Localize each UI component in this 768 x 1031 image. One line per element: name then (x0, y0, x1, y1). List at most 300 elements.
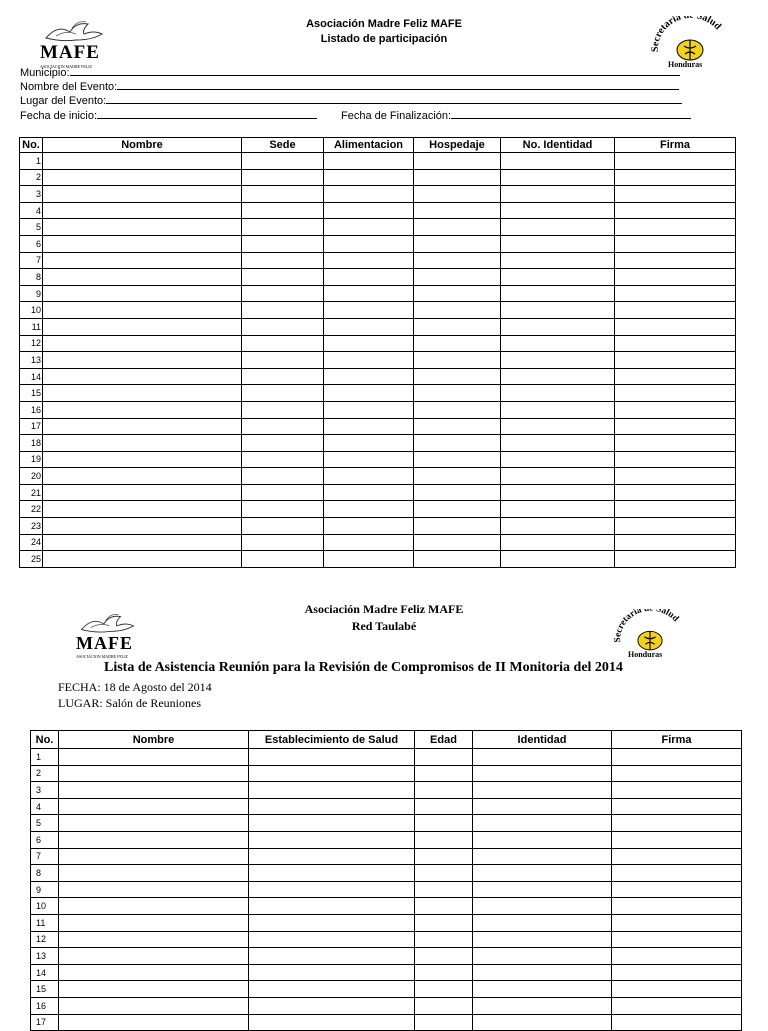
entry-cell[interactable] (414, 235, 501, 252)
entry-cell[interactable] (615, 501, 736, 518)
entry-cell[interactable] (473, 798, 612, 815)
entry-cell[interactable] (59, 964, 249, 981)
entry-cell[interactable] (501, 551, 615, 568)
entry-cell[interactable] (249, 964, 415, 981)
entry-cell[interactable] (415, 1014, 473, 1031)
entry-cell[interactable] (473, 914, 612, 931)
row-number: 12 (31, 931, 59, 948)
entry-cell[interactable] (59, 981, 249, 998)
entry-cell[interactable] (415, 914, 473, 931)
entry-cell[interactable] (414, 186, 501, 203)
entry-cell[interactable] (59, 1014, 249, 1031)
entry-cell[interactable] (473, 831, 612, 848)
entry-cell[interactable] (43, 501, 242, 518)
entry-cell[interactable] (249, 865, 415, 882)
entry-cell[interactable] (242, 252, 324, 269)
col-header-firma: Firma (615, 138, 736, 153)
entry-cell[interactable] (415, 815, 473, 832)
entry-cell[interactable] (324, 484, 414, 501)
nombre-evento-field[interactable] (20, 79, 679, 94)
entry-cell[interactable] (43, 202, 242, 219)
entry-cell[interactable] (615, 551, 736, 568)
entry-cell[interactable] (43, 551, 242, 568)
entry-cell[interactable] (249, 898, 415, 915)
entry-cell[interactable] (415, 981, 473, 998)
entry-cell[interactable] (59, 931, 249, 948)
row-number: 3 (20, 186, 43, 203)
entry-cell[interactable] (501, 534, 615, 551)
entry-cell[interactable] (612, 881, 742, 898)
entry-cell[interactable] (59, 948, 249, 965)
entry-cell[interactable] (612, 815, 742, 832)
entry-cell[interactable] (414, 401, 501, 418)
entry-cell[interactable] (43, 518, 242, 535)
entry-cell[interactable] (324, 468, 414, 485)
entry-cell[interactable] (43, 352, 242, 369)
table-row (20, 451, 736, 468)
entry-cell[interactable] (612, 964, 742, 981)
entry-cell[interactable] (324, 186, 414, 203)
entry-cell[interactable] (43, 435, 242, 452)
table-header-row (20, 138, 736, 153)
entry-cell[interactable] (415, 765, 473, 782)
entry-cell[interactable] (242, 451, 324, 468)
entry-cell[interactable] (43, 401, 242, 418)
entry-cell[interactable] (501, 186, 615, 203)
entry-cell[interactable] (415, 997, 473, 1014)
entry-cell[interactable] (43, 484, 242, 501)
entry-cell[interactable] (43, 252, 242, 269)
entry-cell[interactable] (242, 385, 324, 402)
entry-cell[interactable] (415, 881, 473, 898)
entry-cell[interactable] (501, 484, 615, 501)
entry-cell[interactable] (501, 252, 615, 269)
entry-cell[interactable] (43, 451, 242, 468)
entry-cell[interactable] (324, 169, 414, 186)
entry-cell[interactable] (612, 981, 742, 998)
row-number: 25 (20, 551, 43, 568)
entry-cell[interactable] (324, 252, 414, 269)
entry-cell[interactable] (501, 518, 615, 535)
row-number: 20 (20, 468, 43, 485)
entry-cell[interactable] (249, 749, 415, 766)
secretaria-salud-logo (648, 16, 732, 72)
entry-cell[interactable] (242, 484, 324, 501)
entry-cell[interactable] (43, 385, 242, 402)
entry-cell[interactable] (59, 881, 249, 898)
entry-cell[interactable] (324, 435, 414, 452)
entry-cell[interactable] (324, 153, 414, 170)
table-row (20, 269, 736, 286)
entry-cell[interactable] (615, 468, 736, 485)
entry-cell[interactable] (59, 831, 249, 848)
col-header-no: No. (31, 731, 59, 749)
entry-cell[interactable] (249, 765, 415, 782)
entry-cell[interactable] (501, 451, 615, 468)
entry-cell[interactable] (415, 848, 473, 865)
table-row (20, 352, 736, 369)
entry-cell[interactable] (612, 1014, 742, 1031)
entry-cell[interactable] (615, 269, 736, 286)
entry-cell[interactable] (415, 749, 473, 766)
table-row (20, 401, 736, 418)
entry-cell[interactable] (501, 202, 615, 219)
svg-text:Secretaria de Salud: Secretaria d Salud (613, 609, 681, 643)
entry-cell[interactable] (324, 401, 414, 418)
row-number: 7 (20, 252, 43, 269)
col-header-identidad: No. Identidad (501, 138, 615, 153)
entry-cell[interactable] (501, 318, 615, 335)
entry-cell[interactable] (615, 368, 736, 385)
row-number: 23 (20, 518, 43, 535)
entry-cell[interactable] (612, 865, 742, 882)
entry-cell[interactable] (501, 435, 615, 452)
entry-cell[interactable] (615, 534, 736, 551)
entry-cell[interactable] (43, 318, 242, 335)
entry-cell[interactable] (242, 368, 324, 385)
entry-cell[interactable] (415, 865, 473, 882)
entry-cell[interactable] (615, 318, 736, 335)
entry-cell[interactable] (324, 202, 414, 219)
entry-cell[interactable] (473, 997, 612, 1014)
entry-cell[interactable] (501, 401, 615, 418)
entry-cell[interactable] (414, 484, 501, 501)
entry-cell[interactable] (501, 352, 615, 369)
table-row (31, 997, 742, 1014)
entry-cell[interactable] (242, 435, 324, 452)
row-number: 8 (20, 269, 43, 286)
table-row (31, 848, 742, 865)
entry-cell[interactable] (59, 997, 249, 1014)
entry-cell[interactable] (242, 285, 324, 302)
entry-cell[interactable] (473, 765, 612, 782)
entry-cell[interactable] (612, 798, 742, 815)
table-row (20, 285, 736, 302)
entry-cell[interactable] (501, 468, 615, 485)
entry-cell[interactable] (415, 964, 473, 981)
entry-cell[interactable] (59, 798, 249, 815)
entry-cell[interactable] (249, 997, 415, 1014)
row-number: 22 (20, 501, 43, 518)
table-row (31, 782, 742, 799)
entry-cell[interactable] (414, 451, 501, 468)
entry-cell[interactable] (414, 335, 501, 352)
entry-cell[interactable] (473, 948, 612, 965)
entry-cell[interactable] (242, 335, 324, 352)
entry-cell[interactable] (615, 418, 736, 435)
entry-cell[interactable] (414, 169, 501, 186)
entry-cell[interactable] (501, 368, 615, 385)
entry-cell[interactable] (473, 782, 612, 799)
entry-cell[interactable] (324, 302, 414, 319)
entry-cell[interactable] (324, 501, 414, 518)
entry-cell[interactable] (249, 948, 415, 965)
entry-cell[interactable] (615, 302, 736, 319)
fecha-fin-field[interactable] (341, 108, 691, 123)
entry-cell[interactable] (242, 501, 324, 518)
entry-cell[interactable] (414, 534, 501, 551)
col-header-nombre: Nombre (59, 731, 249, 749)
entry-cell[interactable] (324, 335, 414, 352)
mafe-logo-text-2: MAFE (76, 633, 133, 653)
entry-cell[interactable] (324, 352, 414, 369)
entry-cell[interactable] (249, 848, 415, 865)
entry-cell[interactable] (324, 418, 414, 435)
entry-cell[interactable] (249, 815, 415, 832)
entry-cell[interactable] (473, 848, 612, 865)
entry-cell[interactable] (242, 551, 324, 568)
entry-cell[interactable] (242, 318, 324, 335)
fecha-inicio-label: Fecha de inicio: (20, 110, 98, 122)
entry-cell[interactable] (249, 931, 415, 948)
entry-cell[interactable] (473, 981, 612, 998)
entry-cell[interactable] (242, 401, 324, 418)
table-row (20, 235, 736, 252)
entry-cell[interactable] (242, 518, 324, 535)
entry-cell[interactable] (473, 815, 612, 832)
entry-cell[interactable] (414, 269, 501, 286)
entry-cell[interactable] (43, 468, 242, 485)
col-header-identidad: Identidad (473, 731, 612, 749)
entry-cell[interactable] (249, 881, 415, 898)
entry-cell[interactable] (43, 418, 242, 435)
row-number: 2 (31, 765, 59, 782)
entry-cell[interactable] (324, 368, 414, 385)
entry-cell[interactable] (473, 931, 612, 948)
row-number: 11 (20, 318, 43, 335)
entry-cell[interactable] (43, 169, 242, 186)
entry-cell[interactable] (414, 518, 501, 535)
col-header-sede: Sede (242, 138, 324, 153)
entry-cell[interactable] (501, 285, 615, 302)
entry-cell[interactable] (43, 153, 242, 170)
entry-cell[interactable] (242, 534, 324, 551)
entry-cell[interactable] (43, 285, 242, 302)
entry-cell[interactable] (59, 815, 249, 832)
entry-cell[interactable] (615, 235, 736, 252)
entry-cell[interactable] (59, 848, 249, 865)
entry-cell[interactable] (43, 534, 242, 551)
entry-cell[interactable] (59, 865, 249, 882)
entry-cell[interactable] (59, 782, 249, 799)
row-number: 9 (31, 881, 59, 898)
entry-cell[interactable] (59, 749, 249, 766)
entry-cell[interactable] (249, 914, 415, 931)
row-number: 3 (31, 782, 59, 799)
entry-cell[interactable] (414, 352, 501, 369)
entry-cell[interactable] (43, 219, 242, 236)
entry-cell[interactable] (473, 1014, 612, 1031)
entry-cell[interactable] (612, 765, 742, 782)
entry-cell[interactable] (414, 468, 501, 485)
entry-cell[interactable] (415, 931, 473, 948)
entry-cell[interactable] (43, 235, 242, 252)
entry-cell[interactable] (242, 186, 324, 203)
entry-cell[interactable] (242, 169, 324, 186)
entry-cell[interactable] (414, 252, 501, 269)
secretaria-salud-logo-2 (608, 609, 692, 661)
entry-cell[interactable] (501, 219, 615, 236)
entry-cell[interactable] (43, 269, 242, 286)
form2-lugar: LUGAR: Salón de Reuniones (58, 696, 201, 710)
entry-cell[interactable] (415, 782, 473, 799)
entry-cell[interactable] (43, 186, 242, 203)
row-number: 14 (20, 368, 43, 385)
entry-cell[interactable] (324, 318, 414, 335)
entry-cell[interactable] (615, 285, 736, 302)
row-number: 4 (20, 202, 43, 219)
entry-cell[interactable] (43, 368, 242, 385)
entry-cell[interactable] (414, 285, 501, 302)
entry-cell[interactable] (615, 352, 736, 369)
municipio-field[interactable] (20, 65, 680, 80)
entry-cell[interactable] (612, 931, 742, 948)
entry-cell[interactable] (414, 435, 501, 452)
entry-cell[interactable] (615, 401, 736, 418)
entry-cell[interactable] (324, 269, 414, 286)
entry-cell[interactable] (324, 285, 414, 302)
entry-cell[interactable] (324, 385, 414, 402)
entry-cell[interactable] (414, 302, 501, 319)
entry-cell[interactable] (324, 518, 414, 535)
entry-cell[interactable] (59, 898, 249, 915)
entry-cell[interactable] (501, 385, 615, 402)
entry-cell[interactable] (473, 898, 612, 915)
table-row (20, 368, 736, 385)
entry-cell[interactable] (615, 335, 736, 352)
entry-cell[interactable] (242, 153, 324, 170)
table-row (20, 219, 736, 236)
entry-cell[interactable] (612, 914, 742, 931)
entry-cell[interactable] (501, 235, 615, 252)
entry-cell[interactable] (615, 451, 736, 468)
form1-subtitle: Listado de participación (320, 33, 448, 45)
table-row (20, 418, 736, 435)
entry-cell[interactable] (242, 202, 324, 219)
entry-cell[interactable] (615, 169, 736, 186)
entry-cell[interactable] (615, 186, 736, 203)
table-row (20, 202, 736, 219)
entry-cell[interactable] (612, 898, 742, 915)
entry-cell[interactable] (415, 831, 473, 848)
entry-cell[interactable] (43, 302, 242, 319)
table-row (31, 831, 742, 848)
entry-cell[interactable] (414, 385, 501, 402)
entry-cell[interactable] (242, 219, 324, 236)
entry-cell[interactable] (414, 501, 501, 518)
entry-cell[interactable] (615, 153, 736, 170)
entry-cell[interactable] (612, 948, 742, 965)
entry-cell[interactable] (615, 385, 736, 402)
mafe-logo-tagline: ASOCIACION MADRE FELIZ (40, 64, 92, 69)
table-row (31, 964, 742, 981)
entry-cell[interactable] (473, 865, 612, 882)
entry-cell[interactable] (414, 418, 501, 435)
row-number: 8 (31, 865, 59, 882)
entry-cell[interactable] (615, 518, 736, 535)
entry-cell[interactable] (612, 782, 742, 799)
entry-cell[interactable] (415, 898, 473, 915)
entry-cell[interactable] (612, 831, 742, 848)
entry-cell[interactable] (249, 1014, 415, 1031)
entry-cell[interactable] (501, 418, 615, 435)
entry-cell[interactable] (249, 831, 415, 848)
table-row (20, 153, 736, 170)
row-number: 5 (31, 815, 59, 832)
entry-cell[interactable] (414, 551, 501, 568)
entry-cell[interactable] (249, 782, 415, 799)
entry-cell[interactable] (473, 964, 612, 981)
entry-cell[interactable] (324, 235, 414, 252)
entry-cell[interactable] (615, 202, 736, 219)
secretaria-country: Honduras (668, 60, 703, 69)
col-header-firma: Firma (612, 731, 742, 749)
table-row (20, 468, 736, 485)
entry-cell[interactable] (501, 501, 615, 518)
entry-cell[interactable] (242, 468, 324, 485)
entry-cell[interactable] (324, 451, 414, 468)
entry-cell[interactable] (324, 551, 414, 568)
entry-cell[interactable] (43, 335, 242, 352)
entry-cell[interactable] (414, 368, 501, 385)
entry-cell[interactable] (414, 153, 501, 170)
col-header-alimentacion: Alimentacion (324, 138, 414, 153)
entry-cell[interactable] (501, 302, 615, 319)
entry-cell[interactable] (615, 219, 736, 236)
entry-cell[interactable] (501, 169, 615, 186)
lugar-evento-field[interactable] (20, 93, 682, 108)
row-number: 16 (31, 997, 59, 1014)
entry-cell[interactable] (615, 252, 736, 269)
entry-cell[interactable] (242, 352, 324, 369)
entry-cell[interactable] (414, 202, 501, 219)
row-number: 19 (20, 451, 43, 468)
table-row (20, 186, 736, 203)
table-row (31, 948, 742, 965)
entry-cell[interactable] (249, 981, 415, 998)
participation-table (19, 137, 736, 568)
entry-cell[interactable] (242, 269, 324, 286)
entry-cell[interactable] (615, 435, 736, 452)
entry-cell[interactable] (501, 335, 615, 352)
entry-cell[interactable] (612, 749, 742, 766)
entry-cell[interactable] (612, 848, 742, 865)
entry-cell[interactable] (501, 269, 615, 286)
entry-cell[interactable] (473, 881, 612, 898)
entry-cell[interactable] (414, 219, 501, 236)
table-row (20, 252, 736, 269)
entry-cell[interactable] (415, 798, 473, 815)
entry-cell[interactable] (59, 914, 249, 931)
entry-cell[interactable] (612, 997, 742, 1014)
entry-cell[interactable] (501, 153, 615, 170)
entry-cell[interactable] (415, 948, 473, 965)
col-header-hospedaje: Hospedaje (414, 138, 501, 153)
entry-cell[interactable] (324, 219, 414, 236)
entry-cell[interactable] (473, 749, 612, 766)
fecha-inicio-field[interactable] (20, 108, 317, 123)
entry-cell[interactable] (615, 484, 736, 501)
entry-cell[interactable] (414, 318, 501, 335)
entry-cell[interactable] (242, 302, 324, 319)
entry-cell[interactable] (59, 765, 249, 782)
entry-cell[interactable] (249, 798, 415, 815)
row-number: 17 (20, 418, 43, 435)
table-row (31, 931, 742, 948)
entry-cell[interactable] (324, 534, 414, 551)
entry-cell[interactable] (242, 418, 324, 435)
entry-cell[interactable] (242, 235, 324, 252)
